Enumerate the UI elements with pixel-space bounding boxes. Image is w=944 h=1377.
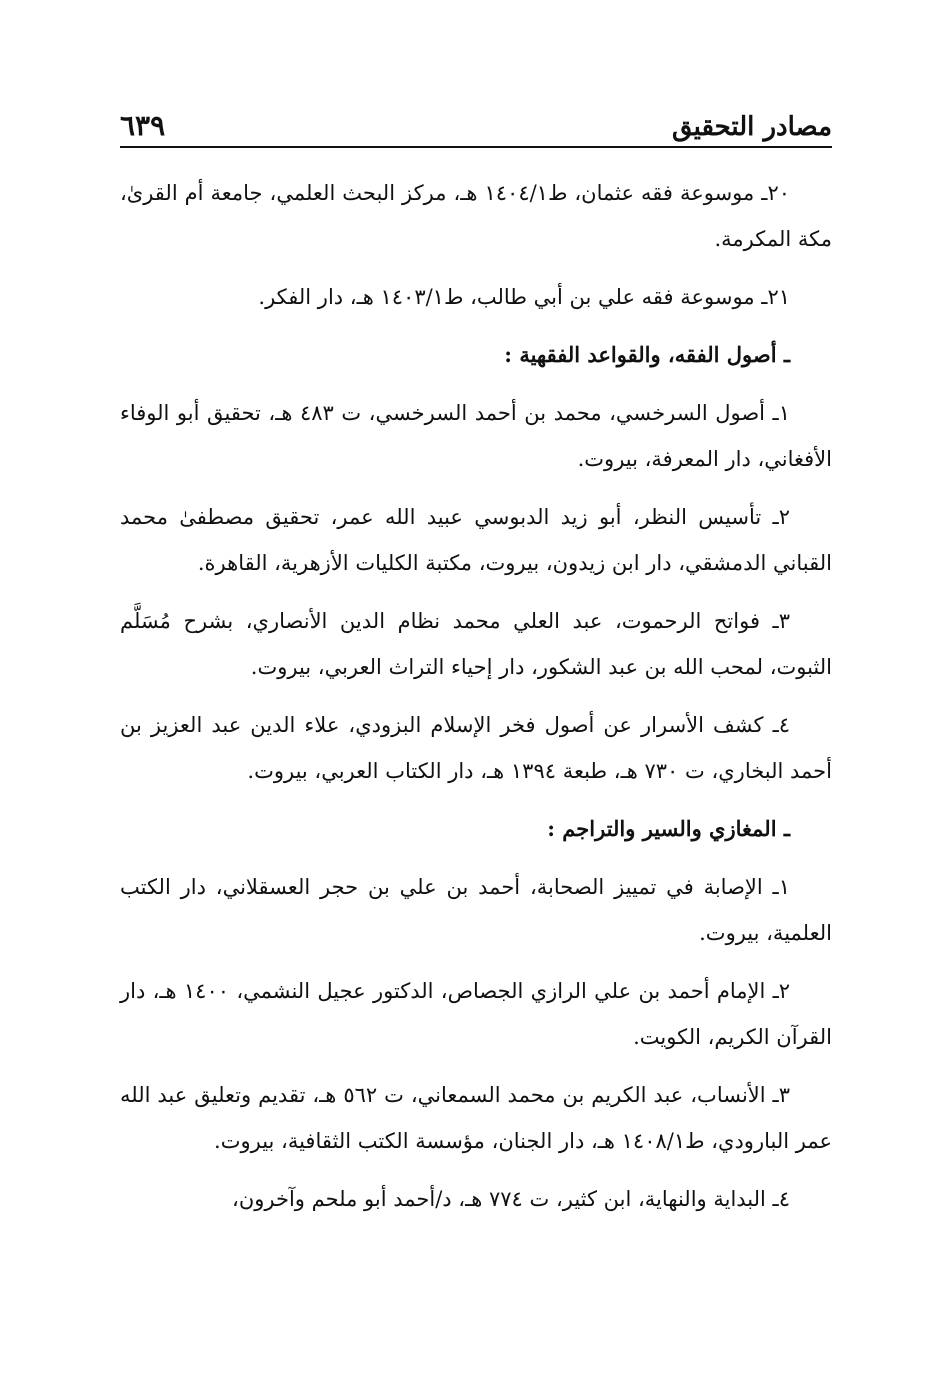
bibliography-entry: ٣ـ فواتح الرحموت، عبد العلي محمد نظام الدين الأنصاري، بشرح مُسَلَّم الثبوت، لمحب الله بن عبد الشكور، دار إحياء التراث العربي، بيروت. <box>120 609 832 679</box>
bibliography-entry: ٢ـ الإمام أحمد بن علي الرازي الجصاص، الدكتور عجيل النشمي، ١٤٠٠ هـ، دار القرآن الكريم، الكويت. <box>120 979 832 1049</box>
bibliography-entry: ٢١ـ موسوعة فقه علي بن أبي طالب، ط١٤٠٣/١ هـ، دار الفكر. <box>258 285 790 309</box>
bibliography-entry: ٢ـ تأسيس النظر، أبو زيد الدبوسي عبيد الله عمر، تحقيق مصطفىٰ محمد القباني الدمشقي، دار ابن زيدون، بيروت، مكتبة الكليات الأزهرية، القاهرة. <box>120 505 832 575</box>
bibliography-entry: ٣ـ الأنساب، عبد الكريم بن محمد السمعاني، ت ٥٦٢ هـ، تقديم وتعليق عبد الله عمر البارودي، ط١٤٠٨/١ هـ، دار الجنان، مؤسسة الكتب الثقافية، بيروت. <box>120 1083 832 1153</box>
section-heading: ـ المغازي والسير والتراجم : <box>547 816 790 841</box>
bibliography-entry: ٤ـ كشف الأسرار عن أصول فخر الإسلام البزودي، علاء الدين عبد العزيز بن أحمد البخاري، ت ٧٣٠ هـ، طبعة ١٣٩٤ هـ، دار الكتاب العربي، بيروت. <box>120 713 832 783</box>
running-title: مصادر التحقيق <box>671 112 832 142</box>
section-heading: ـ أصول الفقه، والقواعد الفقهية : <box>504 342 790 367</box>
bibliography-entry: ١ـ الإصابة في تمييز الصحابة، أحمد بن علي بن حجر العسقلاني، دار الكتب العلمية، بيروت. <box>120 875 832 945</box>
bibliography-content <box>120 170 832 1222</box>
bibliography-entry: ١ـ أصول السرخسي، محمد بن أحمد السرخسي، ت ٤٨٣ هـ، تحقيق أبو الوفاء الأفغاني، دار المعرفة، بيروت. <box>120 401 832 471</box>
page-number: ٦٣٩ <box>120 109 166 142</box>
bibliography-entry: ٤ـ البداية والنهاية، ابن كثير، ت ٧٧٤ هـ، د/أحمد أبو ملحم وآخرون، <box>232 1187 790 1211</box>
page-header <box>120 104 832 148</box>
bibliography-entry: ٢٠ـ موسوعة فقه عثمان، ط١٤٠٤/١ هـ، مركز البحث العلمي، جامعة أم القرىٰ، مكة المكرمة. <box>120 181 832 251</box>
